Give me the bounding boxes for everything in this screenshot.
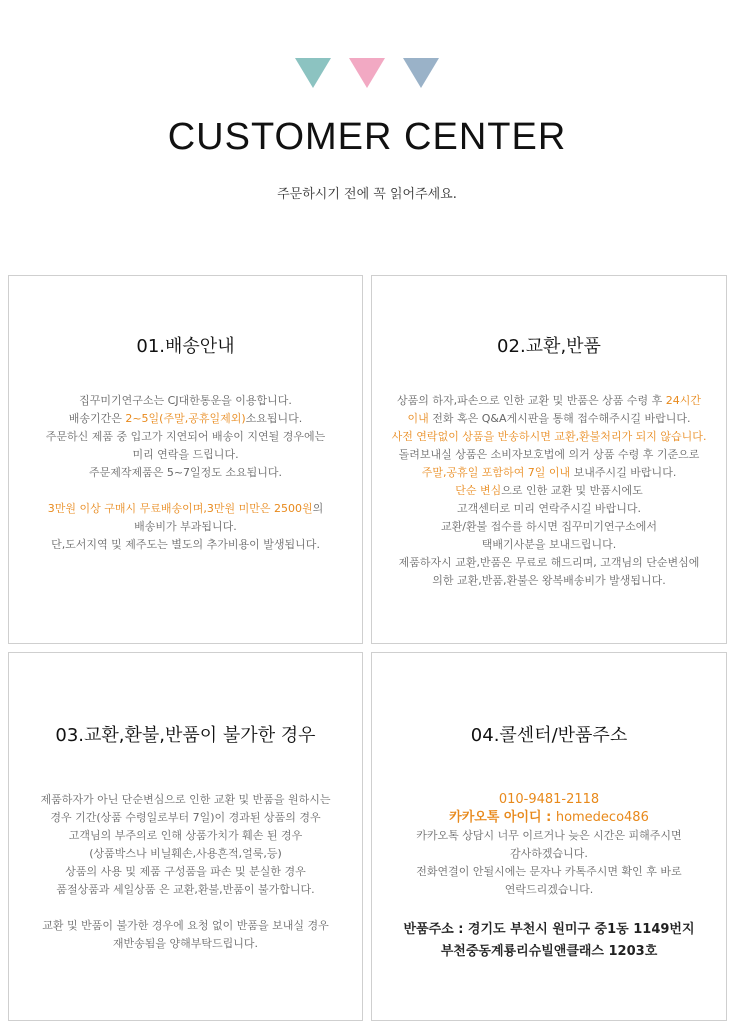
exchange-text: [372, 392, 726, 590]
delivery-line: 배송비가 부과됩니다.: [134, 520, 237, 533]
kakao-id: [372, 809, 726, 827]
exchange-line: 고객센터로 미리 연락주시길 바랍니다.: [456, 502, 641, 515]
delivery-line: 미리 연락을 드립니다.: [132, 448, 239, 461]
call-center-line: 연락드리겠습니다.: [504, 883, 594, 896]
call-center-line: 카카오톡 상담시 너무 이르거나 늦은 시간은 피해주시면: [416, 829, 682, 842]
delivery-line: 소요됩니다.: [245, 412, 303, 425]
delivery-line: 배송기간은: [68, 412, 126, 425]
exchange-line: 의한 교환,반품,환불은 왕복배송비가 발생됩니다.: [432, 574, 666, 587]
pink-triangle-icon: [349, 58, 385, 88]
return-address-line: 부천중동계룡리슈빌앤클래스 1203호: [440, 944, 658, 959]
delivery-line: 단,도서지역 및 제주도는 별도의 추가비용이 발생됩니다.: [51, 538, 320, 551]
exchange-line: 상품의 하자,파손으로 인한 교환 및 반품은 상품 수령 후: [397, 394, 666, 407]
return-address: [372, 919, 726, 963]
exchange-line: 보내주시길 바랍니다.: [570, 466, 677, 479]
exchange-line: 돌려보내실 상품은 소비자보호법에 의거 상품 수령 후 기준으로: [398, 448, 700, 461]
exchange-line: 교환/환불 접수를 하시면 집꾸미기연구소에서: [440, 520, 658, 533]
non-returnable-box: [8, 652, 363, 1021]
exchange-highlight: 주말,공휴일 포함하여 7일 이내: [421, 466, 571, 479]
exchange-highlight: 24시간: [665, 394, 701, 407]
kakao-label: 카카오톡 아이디 :: [449, 810, 556, 825]
delivery-highlight: 3만원 이상 구매시 무료배송이며,3만원 미만은 2500원: [47, 502, 313, 515]
non-returnable-line: 품절상품과 세일상품 은 교환,환불,반품이 불가합니다.: [56, 883, 315, 896]
exchange-return-box: [371, 275, 727, 644]
delivery-text: [9, 392, 362, 482]
kakao-id-value: homedeco486: [555, 810, 649, 825]
call-center-line: 전화연결이 안될시에는 문자나 카톡주시면 확인 후 바로: [416, 865, 682, 878]
decorative-triangles: [0, 58, 734, 88]
exchange-highlight: 이내: [407, 412, 429, 425]
exchange-line: 제품하자시 교환,반품은 무료로 해드리며, 고객님의 단순변심에: [398, 556, 700, 569]
teal-triangle-icon: [295, 58, 331, 88]
call-center-title: 04.콜센터/반품주소: [470, 725, 628, 746]
phone-number[interactable]: 010-9481-2118: [498, 792, 600, 807]
return-address-line: 반품주소 : 경기도 부천시 원미구 중1동 1149번지: [403, 922, 695, 937]
non-returnable-line: 교환 및 반품이 불가한 경우에 요청 없이 반품을 보내실 경우: [42, 919, 329, 932]
non-returnable-note: [9, 917, 362, 953]
delivery-line: 집꾸미기연구소는 CJ대한통운을 이용합니다.: [79, 394, 292, 407]
non-returnable-line: 재반송됨을 양해부탁드립니다.: [112, 937, 259, 950]
call-center-box: [371, 652, 727, 1021]
delivery-line: 의: [312, 502, 324, 515]
exchange-highlight: 단순 변심: [455, 484, 502, 497]
exchange-line: 택배기사분을 보내드립니다.: [481, 538, 617, 551]
non-returnable-text: [9, 791, 362, 899]
delivery-info-box: [8, 275, 363, 644]
delivery-highlight: 2~5일(주말,공휴일제외): [125, 412, 246, 425]
non-returnable-title: 03.교환,환불,반품이 불가한 경우: [55, 725, 316, 746]
call-center-text: [372, 827, 726, 899]
non-returnable-line: (상품박스나 비닐훼손,사용흔적,얼룩,등): [89, 847, 282, 860]
exchange-line: 으로 인한 교환 및 반품시에도: [501, 484, 643, 497]
page-title: CUSTOMER CENTER: [167, 116, 567, 158]
call-center-line: 감사하겠습니다.: [510, 847, 588, 860]
exchange-line: 전화 혹은 Q&A게시판을 통해 접수해주시길 바랍니다.: [428, 412, 691, 425]
delivery-line: 주문하신 제품 중 입고가 지연되어 배송이 지연될 경우에는: [45, 430, 326, 443]
page-subtitle: 주문하시기 전에 꼭 읽어주세요.: [277, 187, 457, 202]
delivery-fee-text: [9, 500, 362, 554]
non-returnable-line: 고객님의 부주의로 인해 상품가치가 훼손 된 경우: [68, 829, 303, 842]
blue-triangle-icon: [403, 58, 439, 88]
non-returnable-line: 제품하자가 아닌 단순변심으로 인한 교환 및 반품을 원하시는: [40, 793, 331, 806]
delivery-line: 주문제작제품은 5~7일정도 소요됩니다.: [88, 466, 283, 479]
exchange-highlight: 사전 연락없이 상품을 반송하시면 교환,환불처리가 되지 않습니다.: [391, 430, 707, 443]
non-returnable-line: 경우 기간(상품 수령일로부터 7일)이 경과된 상품의 경우: [50, 811, 321, 824]
non-returnable-line: 상품의 사용 및 제품 구성품을 파손 및 분실한 경우: [65, 865, 306, 878]
delivery-title: 01.배송안내: [136, 336, 235, 357]
exchange-title: 02.교환,반품: [497, 336, 601, 357]
